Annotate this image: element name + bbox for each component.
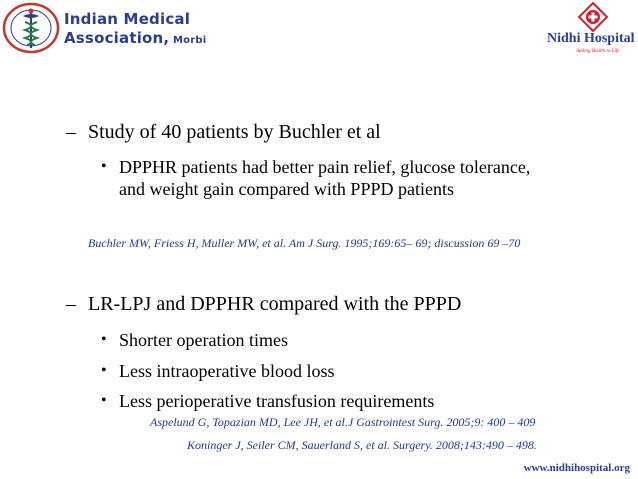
hospital-name: Nidhi Hospital: [547, 31, 635, 46]
ima-emblem-icon: [2, 2, 60, 54]
footer-website-link[interactable]: www.nidhihospital.org: [523, 462, 630, 474]
section1-heading-row: [66, 121, 381, 144]
section2-bullet-text-1: Shorter operation times: [119, 330, 288, 350]
bullet-icon: •: [101, 158, 107, 175]
ima-name-line1: Indian Medical: [64, 10, 191, 28]
section2-bullet-item-3: [101, 390, 435, 412]
section2-dash: –: [66, 293, 76, 315]
section2-bullet-text-3: Less perioperative transfusion requirements: [119, 391, 435, 411]
bullet-icon: •: [101, 331, 107, 348]
section2-bullet-item-2: [101, 360, 335, 382]
section2-bullet-item-1: [101, 329, 288, 351]
bullet-icon: •: [101, 392, 107, 409]
section1-bullet-item: [101, 156, 559, 200]
nidhi-hospital-logo-icon: [578, 2, 608, 32]
ima-association: Association,: [64, 29, 170, 47]
section1-dash: –: [66, 121, 76, 143]
section2-heading: LR-LPJ and DPPHR compared with the PPPD: [88, 293, 462, 315]
section1-heading: Study of 40 patients by Buchler et al: [88, 121, 381, 143]
section2-heading-row: [66, 293, 461, 316]
hospital-tagline: Adding Health to Life: [576, 49, 620, 54]
section2-bullet-text-2: Less intraoperative blood loss: [119, 361, 335, 381]
section1-bullet-text: DPPHR patients had better pain relief, glucose tolerance, and weight gain compared with PPPD patients: [119, 157, 531, 199]
ima-name-line2: [64, 29, 206, 50]
section2-reference-2: Koninger J, Seiler CM, Sauerland S, et al. Surgery. 2008;143:490 – 498.: [187, 438, 537, 452]
ima-logo-text: [64, 10, 206, 50]
ima-city: Morbi: [169, 35, 207, 46]
section1-reference: Buchler MW, Friess H, Muller MW, et al. Am J Surg. 1995;169:65– 69; discussion 69 –70: [88, 236, 521, 250]
section2-reference-1: Aspelund G, Topazian MD, Lee JH, et al.J Gastrointest Surg. 2005;9: 400 – 409: [150, 415, 536, 429]
bullet-icon: •: [101, 362, 107, 379]
